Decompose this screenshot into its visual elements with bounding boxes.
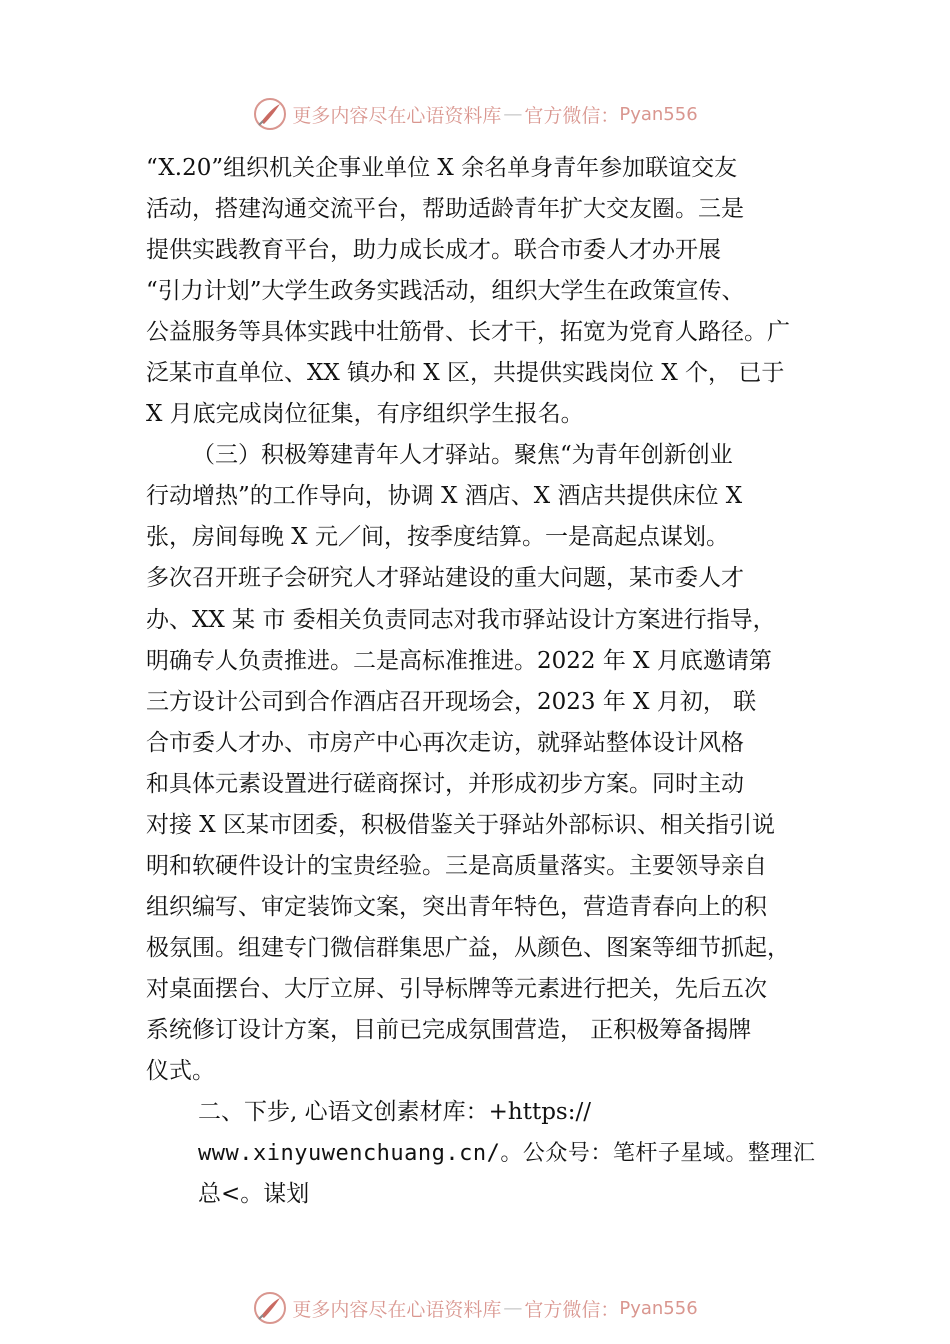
body-line: “引力计划”大学生政务实践活动，组织大学生在政策宣传、 [146,278,745,305]
footer-banner [0,1288,950,1328]
body-line: X 月底完成岗位征集，有序组织学生报名。 [146,401,584,428]
body-line: 提供实践教育平台，助力成长成才。联合市委人才办开展 [146,237,721,264]
note-line: 总<。谋划 [198,1181,310,1208]
header-handle: Pyan556 [619,103,698,125]
footer-text: 更多内容尽在心语资料库 [292,1298,502,1321]
body-line: 三方设计公司到合作酒店召开现场会，2023 年 X 月初， 联 [146,688,757,715]
header-text: 更多内容尽在心语资料库 [292,104,502,127]
body-line: 明确专人负责推进。二是高标准推进。2022 年 X 月底邀请第 [146,647,772,674]
body-line: 公益服务等具体实践中壮筋骨、长才干，拓宽为党育人路径。广 [146,319,790,346]
body-line: 对桌面摆台、大厅立屏、引导标牌等元素进行把关，先后五次 [146,975,767,1002]
section-heading-line: （三）积极筹建青年人才驿站。聚焦“为青年创新创业 [192,442,733,469]
body-line: 多次召开班子会研究人才驿站建设的重大问题，某市委人才 [146,565,744,592]
body-line: 极氛围。组建专门微信群集思广益，从颜色、图案等细节抓起， [146,934,790,961]
body-line: 系统修订设计方案，目前已完成氛围营造， 正积极筹备揭牌 [146,1016,752,1043]
body-line: 对接 X 区某市团委，积极借鉴关于驿站外部标识、相关指引说 [146,811,775,838]
body-line: 办、XX 某 市 委相关负责同志对我市驿站设计方案进行指导， [146,606,776,633]
footer-separator: — [503,1297,523,1319]
body-line: 仪式。 [146,1058,215,1085]
header-banner [0,94,950,134]
body-line: 和具体元素设置进行磋商探讨，并形成初步方案。同时主动 [146,770,744,797]
footer-suffix: 官方微信： [524,1298,620,1321]
brush-logo-icon [252,1290,288,1326]
body-line: 泛某市直单位、XX 镇办和 X 区，共提供实践岗位 X 个， 已于 [146,360,785,387]
brush-logo-icon [252,96,288,132]
header-suffix: 官方微信： [524,104,620,127]
note-url-line: www.xinyuwenchuang.cn/。公众号：笔杆子星域。整理汇 [198,1141,816,1167]
body-line: 明和软硬件设计的宝贵经验。三是高质量落实。主要领导亲自 [146,852,767,879]
body-line: 活动，搭建沟通交流平台，帮助适龄青年扩大交友圈。三是 [146,196,744,223]
body-line: 张，房间每晚 X 元／间，按季度结算。一是高起点谋划。 [146,524,729,551]
body-line: 合市委人才办、市房产中心再次走访，就驿站整体设计风格 [146,729,744,756]
body-line: “X.20”组织机关企事业单位 X 余名单身青年参加联谊交友 [146,155,738,181]
footer-handle: Pyan556 [619,1297,698,1319]
note-line: 二、下步, 心语文创素材库：+https:// [198,1099,591,1126]
body-line: 行动增热”的工作导向，协调 X 酒店、X 酒店共提供床位 X [146,483,743,510]
header-separator: — [503,103,523,125]
document-body [146,148,836,1215]
body-line: 组织编写、审定装饰文案，突出青年特色，营造青春向上的积 [146,893,767,920]
